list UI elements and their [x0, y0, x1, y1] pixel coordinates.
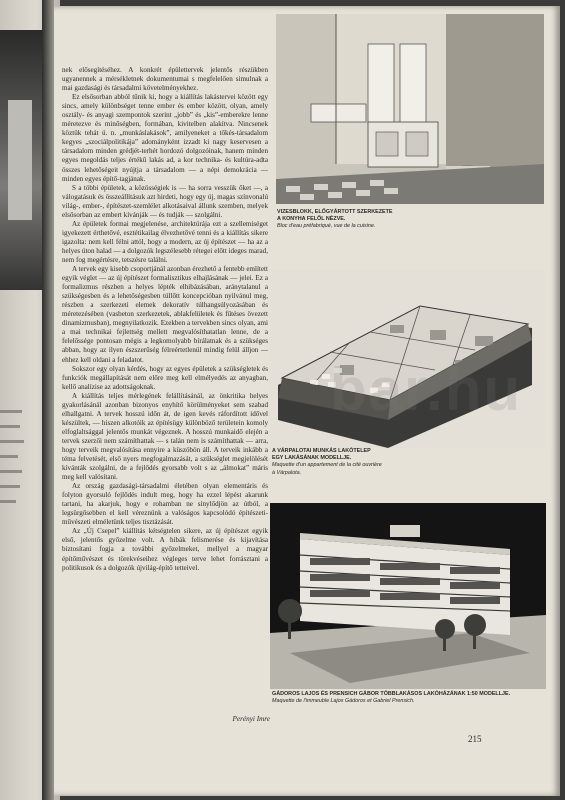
watermark: bar.hu: [330, 356, 523, 423]
building-model-illustration: [270, 503, 546, 689]
figure-caption: [272, 691, 537, 705]
article-paragraph: A tervek egy kisebb csoportjánál azonban érezhető a fentebb említett egyik véglet — az új építészet formalisztikus elhajlásának — jelei. Ez a formalizmus részben a helyes lépték elhibázásában, aránytalanul a szükségesben és a lehetőségesben túllőtt koncepcióban nyilvánul meg, részben a szerkezeti elemek dekoratív túlhangsúlyozásában és méretezésében (vasbeton szerkezetek, ablakfelületek és fűtéses övezett dinamizmusban), megnyilatkozik. Ezekben a tervekben sincs olyan, ami a mai technikai fejlettség mellett megvalósíthatatlan lenne, de a felelőssége pontosan mégis a legkomolyabb bírálatnak és a szükséges abban, hogy az ilyen észszerűség félreértetlenül mindig felül álljon — ehhez kell oldani a feladatot.: [62, 265, 268, 364]
article-paragraph: S a többi épületek, a közösségiek is — ha sorra vesszük őket —, a válogatásuk és összeállításuk azt hirdeti, hogy egy új, magas színvonalú világ-, ember-, építészet-szemlélet alkotásaival állunk szemben, melyek elsősorban az embert kívánják — és tudják — szolgálni.: [62, 183, 268, 219]
previous-page-text-line: [0, 440, 24, 443]
figure-caption: [272, 448, 382, 477]
article-signature: Perényi Imre: [232, 715, 270, 723]
figure-caption: [277, 209, 397, 231]
article-body: [62, 66, 268, 573]
caption-hungarian: A VÁRPALOTAI MUNKÁS LAKÓTELEP EGY LAKÁSÁNAK MODELLJE.: [272, 448, 371, 462]
previous-page-text-line: [0, 425, 20, 428]
caption-hungarian: VIZESBLOKK, ELŐGYÁRTOTT SZERKEZETE A KONYHA FELŐL NÉZVE.: [277, 209, 393, 223]
article-paragraph: Ez elsősorban abból tűnik ki, hogy a kiállítás lakástervei között egy sincs, amely különbséget tenne ember és ember között, olyan, amely osztály- és anyagi szempontok szerint „jobb” és „kis”-emberekre lenne méretezve és minőségben, formában, kivitelben alakítva. Nincsenek köztük tehát ú. n. „munkáslakások”, amilyeneket a tőkés-társadalom kegyes „szociálpolitikája” adományként izzadt ki nagy keservesen a társadalom minden grédjét-terhét hordozó dolgozóinak, hanem minden egyes megoldás teljes értékű lakás ad, a kor technika- és kultúra-adta összes lehetőségeit nyújtja a társadalom — a népi demokrácia — minden egyes építő-tagjának.: [62, 93, 268, 183]
caption-french: Bloc d'eau préfabriqué, vue de la cuisine.: [277, 223, 376, 230]
caption-french: Maquette de l'immeuble Lajos Gádoros et Gabriel Prensich.: [272, 698, 415, 705]
previous-page-text-line: [0, 455, 18, 458]
previous-page-text-line: [0, 410, 22, 413]
page-number: 215: [468, 734, 482, 744]
previous-page-text-line: [0, 485, 20, 488]
previous-page-text-line: [0, 500, 16, 503]
page-gutter: [42, 0, 54, 800]
article-paragraph: nek elősegítéséhez. A konkrét épülettervek jelentős részükben ugyanennek a mérsékletnek dokumentumai s megfelelően simulnak a mai gazdasági és társadalmi követelményekhez.: [62, 66, 268, 93]
previous-page-photo: [0, 30, 45, 290]
article-paragraph: Az épületek formai megjelenése, architektúrája ezt a szellemiséget igyekezett érthetővé, esztétikailag élvezhetővé tenni és a kiállítás sikere igazolta: nem kell félni attól, hogy a modern, az új építészet — ha az a helyes úton halad — a dolgozók legszélesebb rétegei előtt ideges marad, nem fog megértésre, tetszésre találni.: [62, 219, 268, 264]
previous-page-text-line: [0, 470, 22, 473]
article-paragraph: Az „Új Csepel” kiállítás kétségtelen sikere, az új építészet egyik első, jelentős győzelme volt. A hibák felismerése és kijavítása biztosítani fogja a további győzelmeket, mellyel a magyar építőművészet és törekvéseihez végleges terve lehet forrásztani a politikusok és a dolgozók újvilág-építő tetteivel.: [62, 527, 268, 572]
building-model-photo: [270, 503, 546, 689]
kitchen-block-illustration: [276, 14, 544, 204]
caption-french: Maquette d'un appartement de la cité ouvrière à Várpalota.: [272, 462, 382, 476]
article-paragraph: Sokszor egy olyan kérdés, hogy az egyes épületek a szükségletek és funkciók megállapítását nem előre meg kell elmélyedés az anyagban, kellő analízise az adottságoknak.: [62, 364, 268, 391]
article-paragraph: A kiállítás teljes mérlegének felállításánál, az önkritika helyes gyakorlásánál azonban bizonyos enyhítő körülményeket sem szabad elhallgatni. A tervek hosszú időn át, de igen kevés ráfordított idővel készültek, — hiszen alkotóik az építésügy különböző területein komoly elfoglaltsággal jelentős munkát végeznek. A hosszú munkaidő elején a tervek szerzői nem számíthattak — s talán nem is számíthattak — arra, hogy terveik megvalósítása ennyire a küszöbön áll. A terveik inkább a téma felvetését, első nyers megfogalmazását, a szükséglet megjelölését kívánták szolgálni, de a fejlődés gyorsabb volt s az „álmokat” máris meg kell valósítani.: [62, 391, 268, 482]
article-paragraph: Az ország gazdasági-társadalmi életében olyan elementáris és folyton gyorsuló fejlődés indult meg, hogy ha ezzel lépést akarunk tartani, ha akarjuk, hogy e rohamban ne sínylődjön az útból, a legsürgősebben el kell véreznünk a valóságos kapcsolódó építészeti-művészeti elméletünk teljes tisztázását.: [62, 482, 268, 527]
caption-hungarian: GÁDOROS LAJOS ÉS PRENSICH GÁBOR TÖBBLAKÁSOS LAKÓHÁZÁNAK 1:50 MODELLJE.: [272, 691, 511, 697]
previous-page-photo-detail: [8, 100, 32, 220]
kitchen-block-photo: [276, 14, 544, 204]
